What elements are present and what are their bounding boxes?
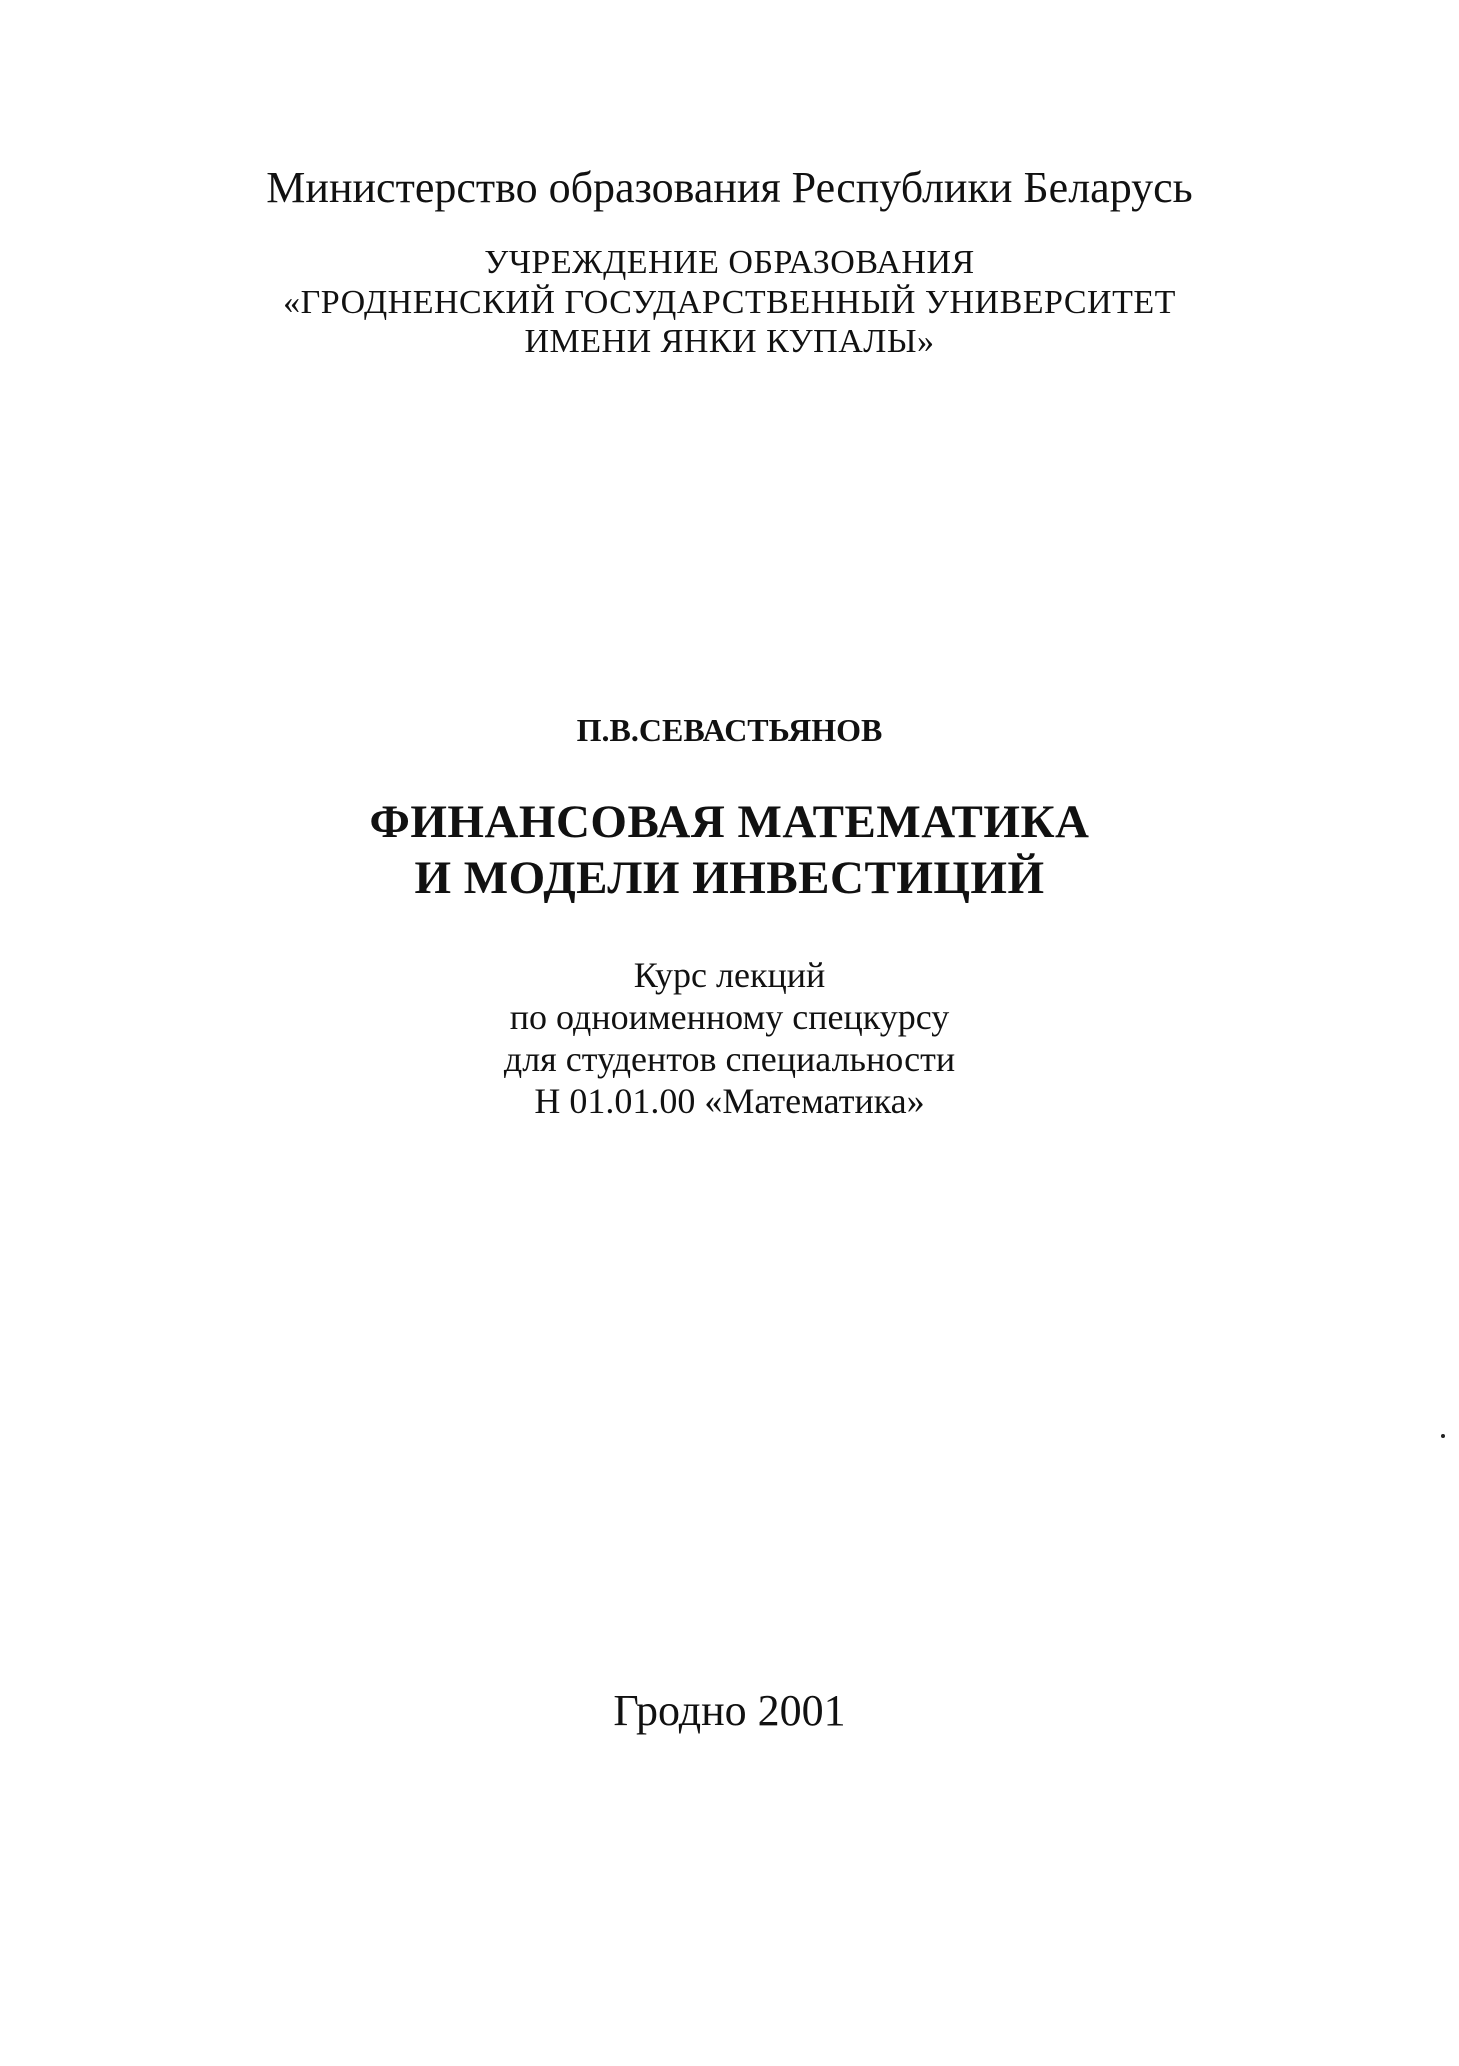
description-line-1: Курс лекций: [633, 955, 826, 995]
institution-line-3: ИМЕНИ ЯНКИ КУПАЛЫ»: [524, 323, 935, 360]
book-title-line-2: И МОДЕЛИ ИНВЕСТИЦИЙ: [414, 852, 1045, 904]
stray-dot-mark: [1441, 1434, 1445, 1438]
description-line-2: по одноименному спецкурсу: [509, 997, 950, 1037]
book-title-line-1: ФИНАНСОВАЯ МАТЕМАТИКА: [369, 796, 1090, 848]
author-name: П.В.СЕВАСТЬЯНОВ: [576, 712, 883, 748]
institution-line-2: «ГРОДНЕНСКИЙ ГОСУДАРСТВЕННЫЙ УНИВЕРСИТЕТ: [283, 284, 1176, 321]
description-line-4: Н 01.01.00 «Математика»: [534, 1081, 925, 1121]
description-line-3: для студентов специальности: [503, 1039, 956, 1079]
place-and-year: Гродно 2001: [613, 1686, 846, 1735]
ministry-name: Министерство образования Республики Беларусь: [266, 163, 1193, 212]
institution-line-1: УЧРЕЖДЕНИЕ ОБРАЗОВАНИЯ: [484, 244, 975, 281]
